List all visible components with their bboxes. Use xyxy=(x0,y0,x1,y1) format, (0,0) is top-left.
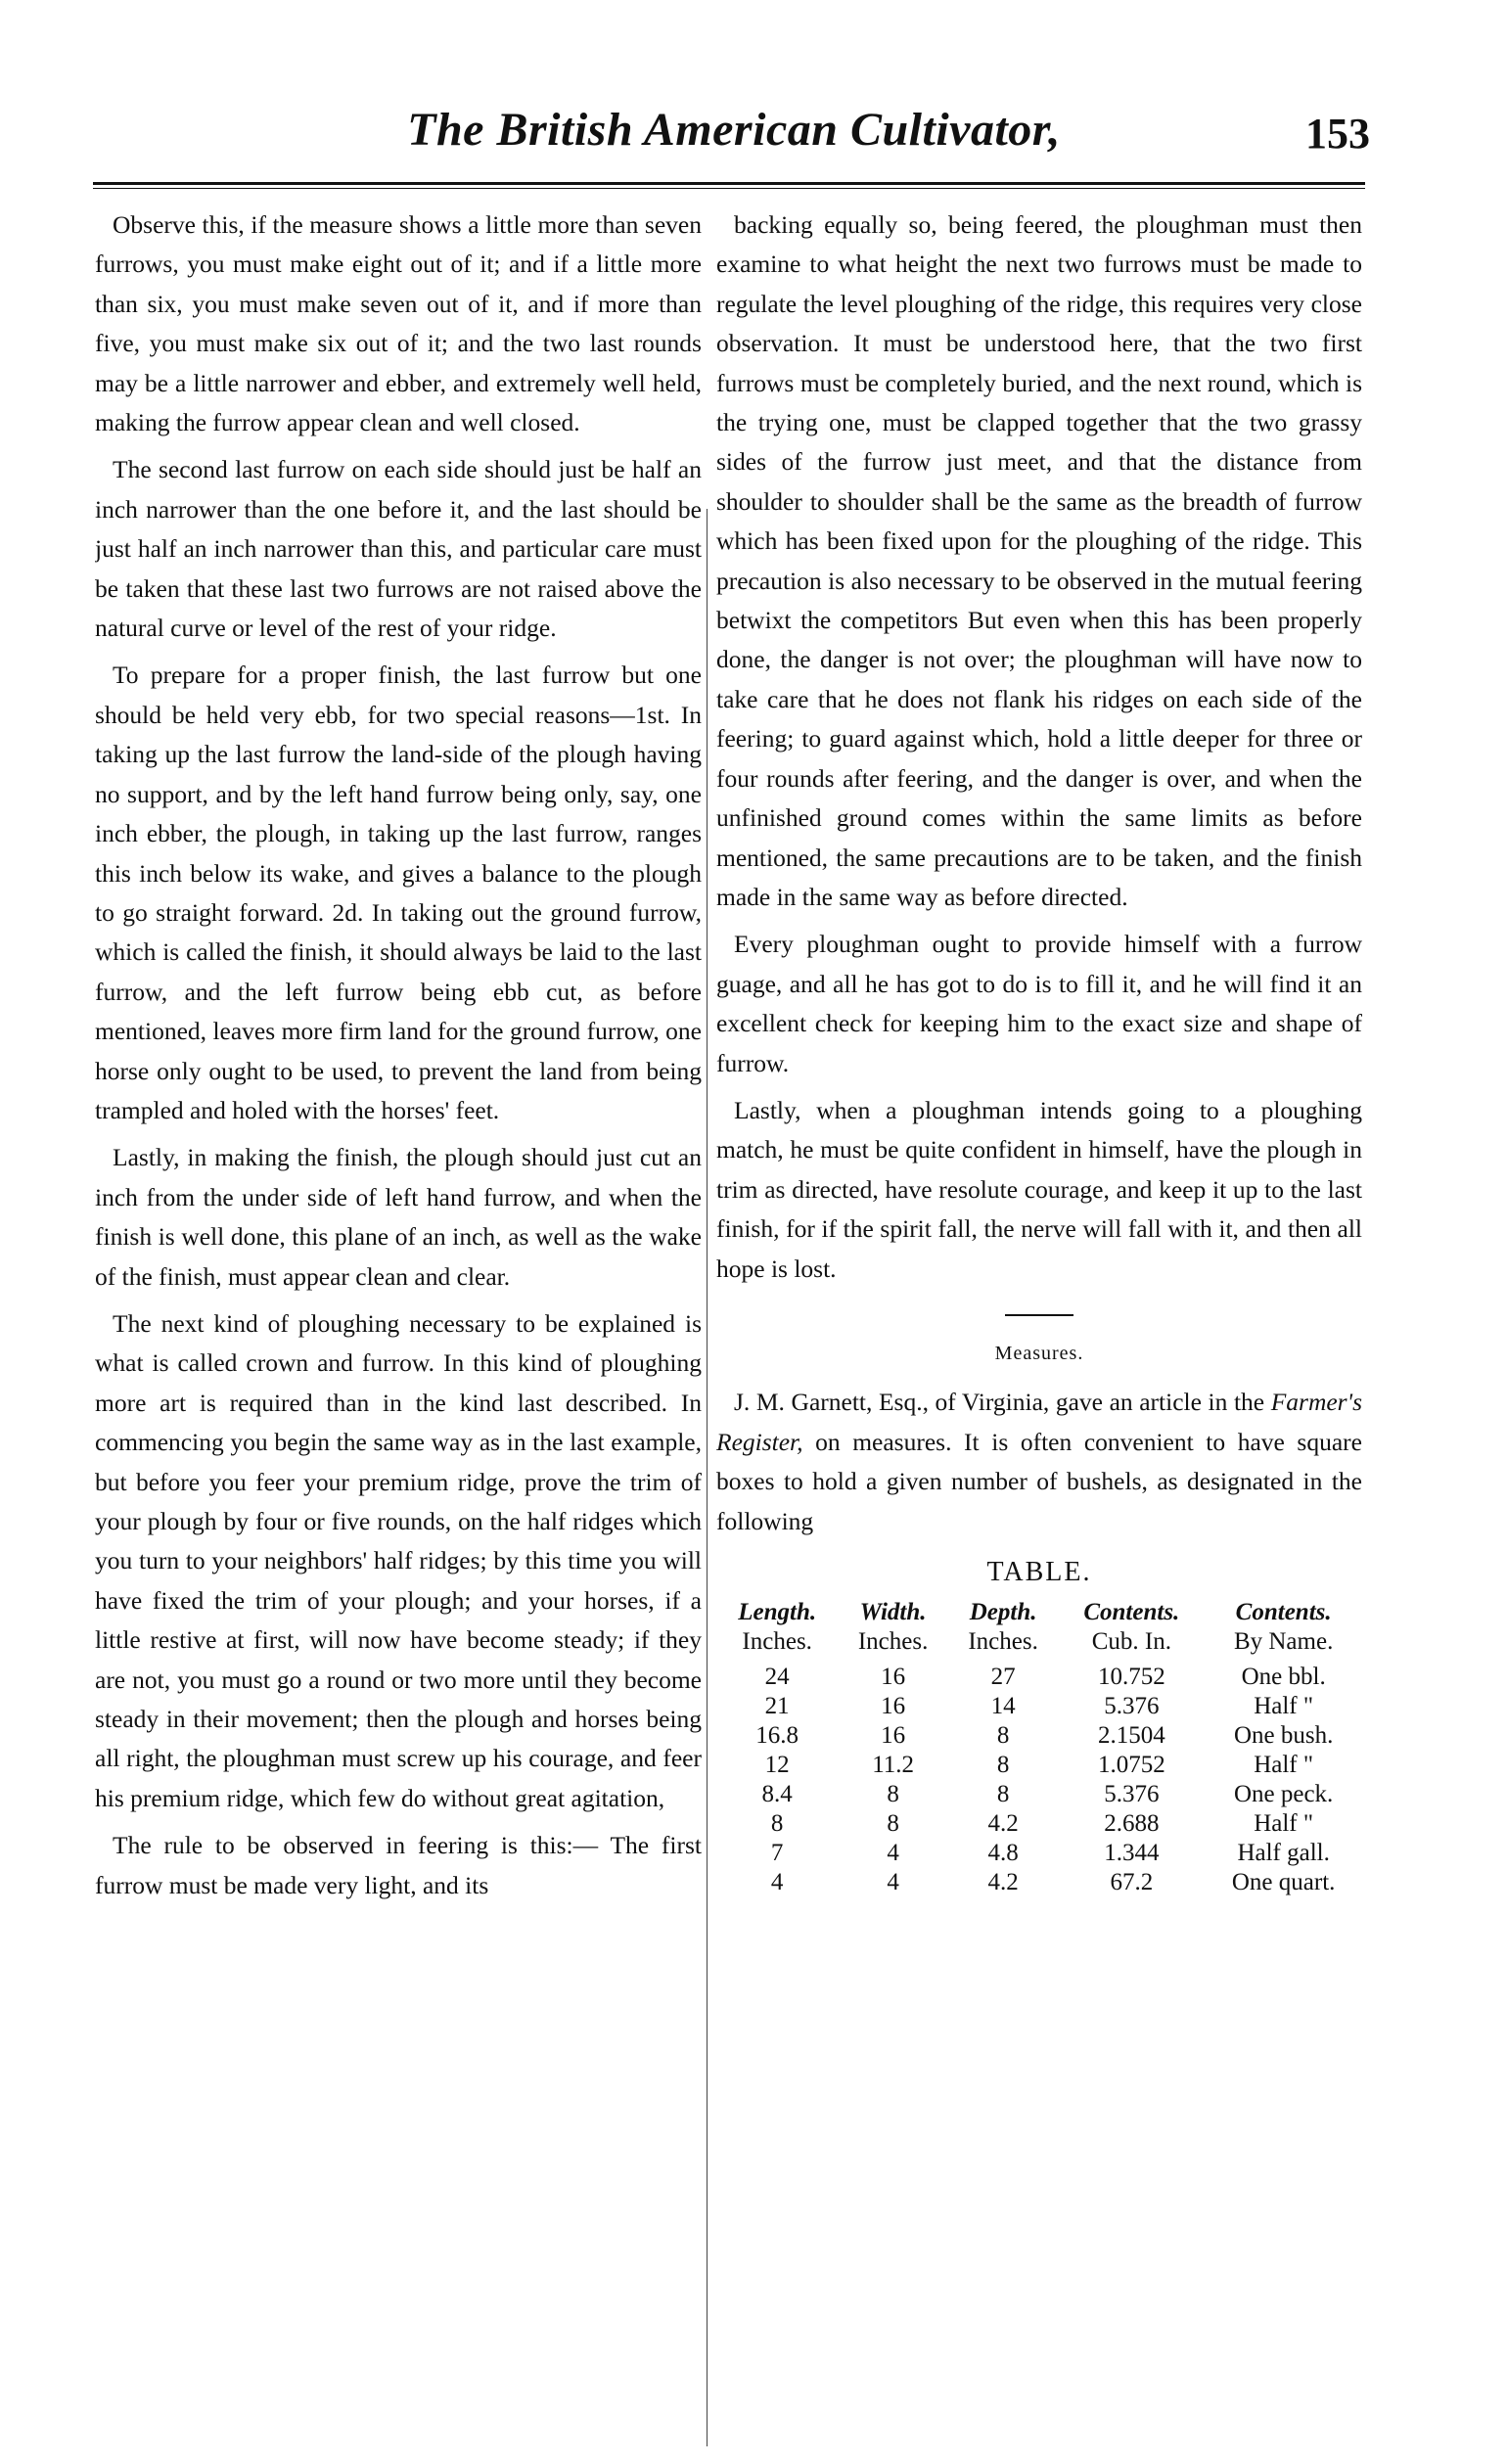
table-cell: 7 xyxy=(770,1840,784,1867)
table-cell: One quart. xyxy=(1231,1869,1336,1896)
table-units-row xyxy=(716,1627,1362,1663)
table-cell: 67.2 xyxy=(1110,1869,1154,1896)
running-header xyxy=(88,103,1380,171)
column-header: Contents. xyxy=(1235,1599,1332,1626)
table-cell: 8 xyxy=(887,1810,899,1838)
table-cell: One bbl. xyxy=(1241,1664,1326,1691)
section-title: Measures. xyxy=(994,1342,1084,1364)
unit-cell: Inches. xyxy=(968,1628,1038,1656)
header-rule-thin xyxy=(93,188,1365,189)
table-row xyxy=(716,1721,1362,1751)
table-cell: 2.688 xyxy=(1104,1810,1160,1838)
table-cell: 1.344 xyxy=(1104,1840,1160,1867)
table-cell: Half " xyxy=(1254,1693,1314,1720)
table-cell: 27 xyxy=(990,1664,1016,1691)
paragraph: backing equally so, being feered, the ploughman must then examine to what height the next two furrows must be made to regulate the level ploughing of the ridge, this requires very close observation. It must be understood here, that the two first furrows must be completely buried, and the next round, which is the trying one, must be clapped together that the two grassy sides of the furrow just meet, and that the distance from shoulder to shoulder shall be the same as the breadth of furrow which has been fixed upon for the ploughing of the ridge. This precaution is also necessary to be observed in the mutual feering betwixt the competitors But even when this has been properly done, the danger is not over; the ploughman will have now to take care that he does not flank his ridges on each side of the feering; to guard against which, hold a little deeper for three or four rounds after feering, and the danger is over, and when the unfinished ground comes within the same limits as before mentioned, the same precautions are to be taken, and the finish made in the same way as before directed. xyxy=(716,210,1362,911)
header-rule xyxy=(93,182,1365,185)
table-row xyxy=(716,1839,1362,1868)
column-header: Depth. xyxy=(969,1599,1037,1626)
paragraph: The rule to be observed in feering is this:— The first furrow must be made very light, and its xyxy=(95,1831,702,1899)
paragraph: The next kind of ploughing necessary to be explained is what is called crown and furrow. In this kind of ploughing more art is required than in the kind last described. In commencing you begin the same way as in the last example, but before you feer your premium ridge, prove the trim of your plough by four or five rounds, on the half ridges which you turn to your neighbors' half ridges; by this time you will have fixed the trim of your plough; and your horses, if a little restive at first, will now have become steady; if they are not, you must go a round or two more until they become steady in their movement; then the plough and horses being all right, the ploughman must screw up his courage, and feer his premium ridge, which few do without great agitation, xyxy=(95,1308,702,1812)
intro-italic: Farmer's Register, xyxy=(716,1388,1362,1456)
table-row xyxy=(716,1780,1362,1809)
table-cell: 4 xyxy=(770,1869,784,1896)
column-header: Width. xyxy=(859,1599,927,1626)
table-cell: 5.376 xyxy=(1104,1693,1160,1720)
table-cell: 8 xyxy=(996,1752,1010,1779)
table-cell: 8 xyxy=(887,1781,899,1808)
table-cell: 4.2 xyxy=(987,1810,1019,1838)
table-cell: 24 xyxy=(764,1664,790,1691)
left-column xyxy=(95,205,702,2339)
right-column xyxy=(716,205,1362,2339)
column-header: Contents. xyxy=(1083,1599,1180,1626)
table-cell: 5.376 xyxy=(1104,1781,1160,1808)
table-cell: 4 xyxy=(887,1840,899,1867)
intro-text-end: on measures. It is often convenient to have square boxes to hold a given number of bushels, as designated in the following xyxy=(716,1427,1362,1535)
table-cell: 4.2 xyxy=(987,1869,1019,1896)
table-cell: Half gall. xyxy=(1237,1840,1330,1867)
table-cell: 16 xyxy=(881,1664,906,1691)
paragraph: Lastly, in making the finish, the plough should just cut an inch from the under side of left hand furrow, and when the finish is well done, this plane of an inch, as well as the wake of the finish, must appear clean and clear. xyxy=(95,1143,702,1291)
table-row xyxy=(716,1809,1362,1839)
table-cell: One peck. xyxy=(1233,1781,1334,1808)
table-cell: 8 xyxy=(770,1810,784,1838)
measures-table xyxy=(716,1598,1362,1897)
table-cell: 21 xyxy=(764,1693,790,1720)
intro-text: J. M. Garnett, Esq., of Virginia, gave an article in the xyxy=(734,1388,1271,1417)
unit-cell: Cub. In. xyxy=(1091,1628,1171,1656)
column-divider xyxy=(707,509,708,2446)
table-cell: 16.8 xyxy=(755,1722,799,1750)
table-row xyxy=(716,1692,1362,1721)
table-cell: 12 xyxy=(764,1752,790,1779)
paragraph: Every ploughman ought to provide himself with a furrow guage, and all he has got to do is to fill it, and he will find it an excellent check for keeping him to the exact size and shape of furrow. xyxy=(716,930,1362,1077)
measures-intro xyxy=(716,1383,1362,1541)
table-cell: Half " xyxy=(1254,1810,1314,1838)
unit-cell: By Name. xyxy=(1233,1628,1334,1656)
table-cell: 10.752 xyxy=(1097,1664,1165,1691)
section-separator xyxy=(1005,1314,1073,1316)
table-header-row xyxy=(716,1598,1362,1627)
table-cell: 1.0752 xyxy=(1097,1752,1165,1779)
paragraph: Observe this, if the measure shows a little more than seven furrows, you must make eight out of it; and if a little more than six, you must make seven out of it, and if more than five, you must make six out of it; and the two last rounds may be a little narrower and ebber, and extremely well held, making the furrow appear clean and well closed. xyxy=(95,210,702,437)
table-cell: 8.4 xyxy=(761,1781,793,1808)
table-row xyxy=(716,1868,1362,1897)
paragraph: To prepare for a proper finish, the last furrow but one should be held very ebb, for two special reasons—1st. In taking up the last furrow the land-side of the plough having no support, and by the left hand furrow being only, say, one inch ebber, the plough, in taking up the last furrow, ranges this inch below its wake, and gives a balance to the plough to go straight forward. 2d. In taking out the ground furrow, which is called the finish, it should always be laid to the last furrow, and the left furrow being ebb cut, as before mentioned, leaves more firm land for the ground furrow, one horse only ought to be used, to prevent the land from being trampled and holed with the horses' feet. xyxy=(95,661,702,1124)
table-cell: 4.8 xyxy=(987,1840,1019,1867)
column-header: Length. xyxy=(738,1599,817,1626)
page-number: 153 xyxy=(1305,110,1370,158)
journal-title: The British American Cultivator, xyxy=(407,104,1061,156)
table-cell: 8 xyxy=(996,1781,1010,1808)
table-row xyxy=(716,1751,1362,1780)
table-cell: One bush. xyxy=(1233,1722,1334,1750)
table-cell: 4 xyxy=(887,1869,899,1896)
table-cell: 16 xyxy=(881,1722,906,1750)
unit-cell: Inches. xyxy=(742,1628,812,1656)
unit-cell: Inches. xyxy=(857,1628,929,1656)
paragraph: The second last furrow on each side should just be half an inch narrower than the one before it, and the last should be just half an inch narrower than this, and particular care must be taken that these last two furrows are not raised above the natural curve or level of the rest of your ridge. xyxy=(95,455,702,643)
table-cell: 14 xyxy=(990,1693,1016,1720)
table-cell: 2.1504 xyxy=(1097,1722,1165,1750)
table-row xyxy=(716,1663,1362,1692)
table-cell: Half " xyxy=(1254,1752,1314,1779)
paragraph: Lastly, when a ploughman intends going to a ploughing match, he must be quite confident in himself, have the plough in trim as directed, have resolute courage, and keep it up to the last finish, for if the spirit fall, the nerve will fall with it, and then all hope is lost. xyxy=(716,1095,1362,1283)
table-title: TABLE. xyxy=(986,1557,1092,1587)
table-cell: 8 xyxy=(996,1722,1010,1750)
table-cell: 16 xyxy=(881,1693,906,1720)
table-cell: 11.2 xyxy=(872,1752,915,1779)
